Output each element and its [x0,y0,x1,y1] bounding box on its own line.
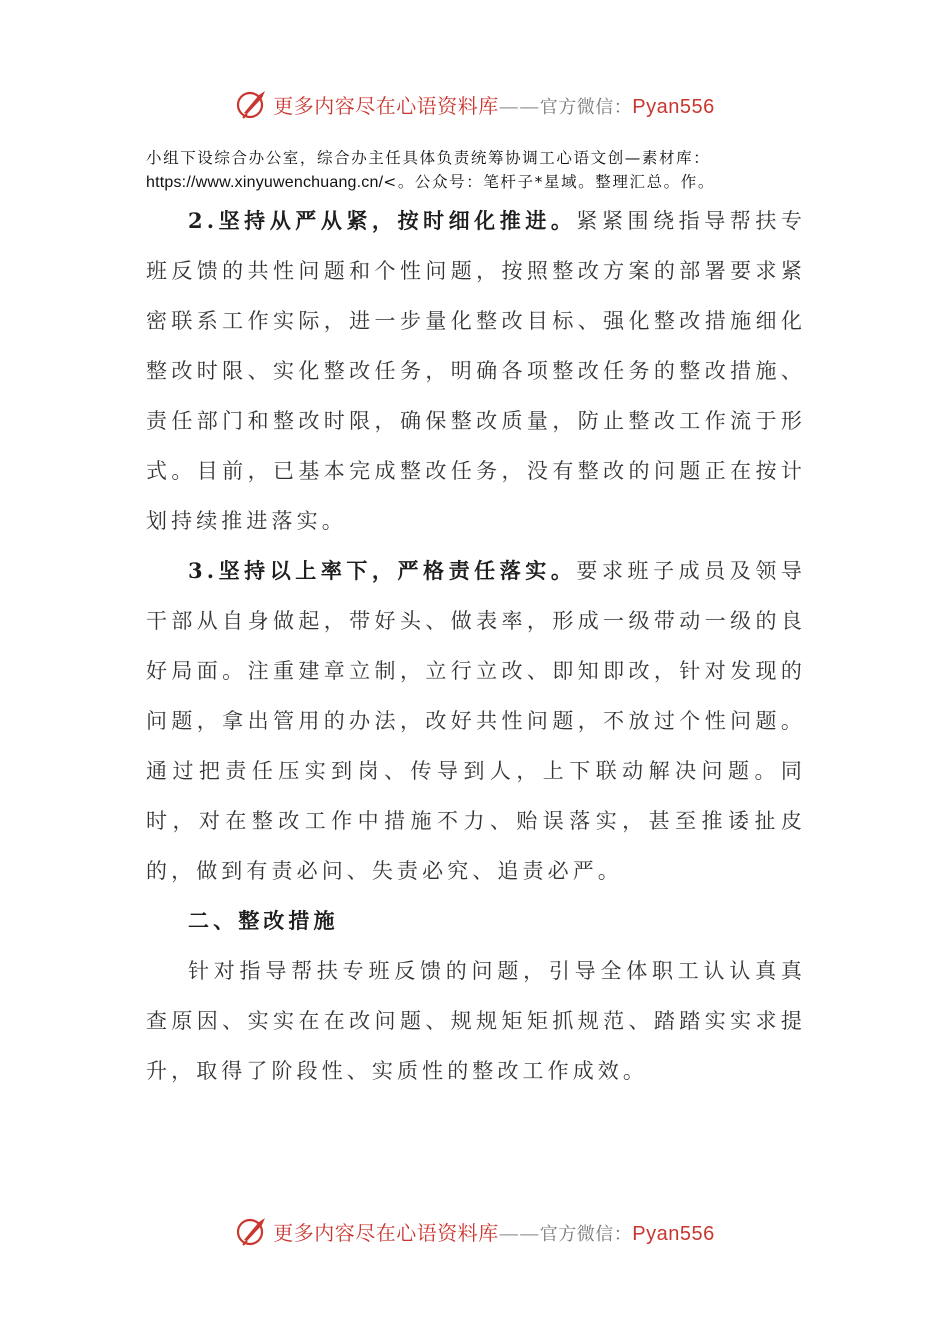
paragraph-2-lead: 2.坚持从严从紧，按时细化推进。 [188,208,577,233]
footer-banner [0,1211,950,1251]
section-heading-2: 二、整改措施 [188,908,339,933]
quill-logo-icon [235,1214,269,1248]
intro-line-1: 小组下设综合办公室，综合办主任具体负责统筹协调工心语文创—素材库： [146,149,711,167]
site-slogan: 更多内容尽在心语资料库 [273,93,499,118]
paragraph-2 [146,196,806,546]
paragraph-3 [146,546,806,896]
paragraph-3-text: 要求班子成员及领导干部从自身做起，带好头、做表率，形成一级带动一级的良好局面。注重建章立制，立行立改、即知即改，针对发现的问题，拿出管用的办法，改好共性问题，不放过个性问题。通过把责任压实到岗、传导到人，上下联动解决问题。同时，对在整改工作中措施不力、贻误落实，甚至推诿扯皮的，做到有责必问、失责必究、追责必严。 [146,559,806,883]
wechat-id: Pyan556 [632,1222,715,1245]
wechat-label: 官方微信： [539,96,633,118]
quill-logo-icon [235,87,269,121]
wechat-label: 官方微信： [539,1223,633,1245]
site-slogan: 更多内容尽在心语资料库 [273,1220,499,1245]
wechat-id: Pyan556 [632,95,715,118]
banner-text [273,1217,714,1246]
site-url: https://www.xinyuwenchuang.cn/ [146,174,384,191]
paragraph-4: 针对指导帮扶专班反馈的问题，引导全体职工认认真真查原因、实实在在改问题、规规矩矩抓规范、踏踏实实求提升，取得了阶段性、实质性的整改工作成效。 [146,959,806,1083]
paragraph-3-lead: 3.坚持以上率下，严格责任落实。 [188,558,577,583]
paragraph-2-text: 紧紧围绕指导帮扶专班反馈的共性问题和个性问题，按照整改方案的部署要求紧密联系工作实际，进一步量化整改目标、强化整改措施细化整改时限、实化整改任务，明确各项整改任务的整改措施、责任部门和整改时限，确保整改质量，防止整改工作流于形式。目前，已基本完成整改任务，没有整改的问题正在按计划持续推进落实。 [146,209,806,533]
intro-line-2 [146,170,806,195]
intro-block [146,146,806,195]
intro-line-2-rest: <。公众号：笔杆子*星域。整理汇总。作。 [383,173,715,191]
document-body [146,196,806,1096]
banner-text [273,90,714,119]
header-banner [0,84,950,124]
banner-dash: —— [498,93,540,118]
banner-dash: —— [498,1220,540,1245]
